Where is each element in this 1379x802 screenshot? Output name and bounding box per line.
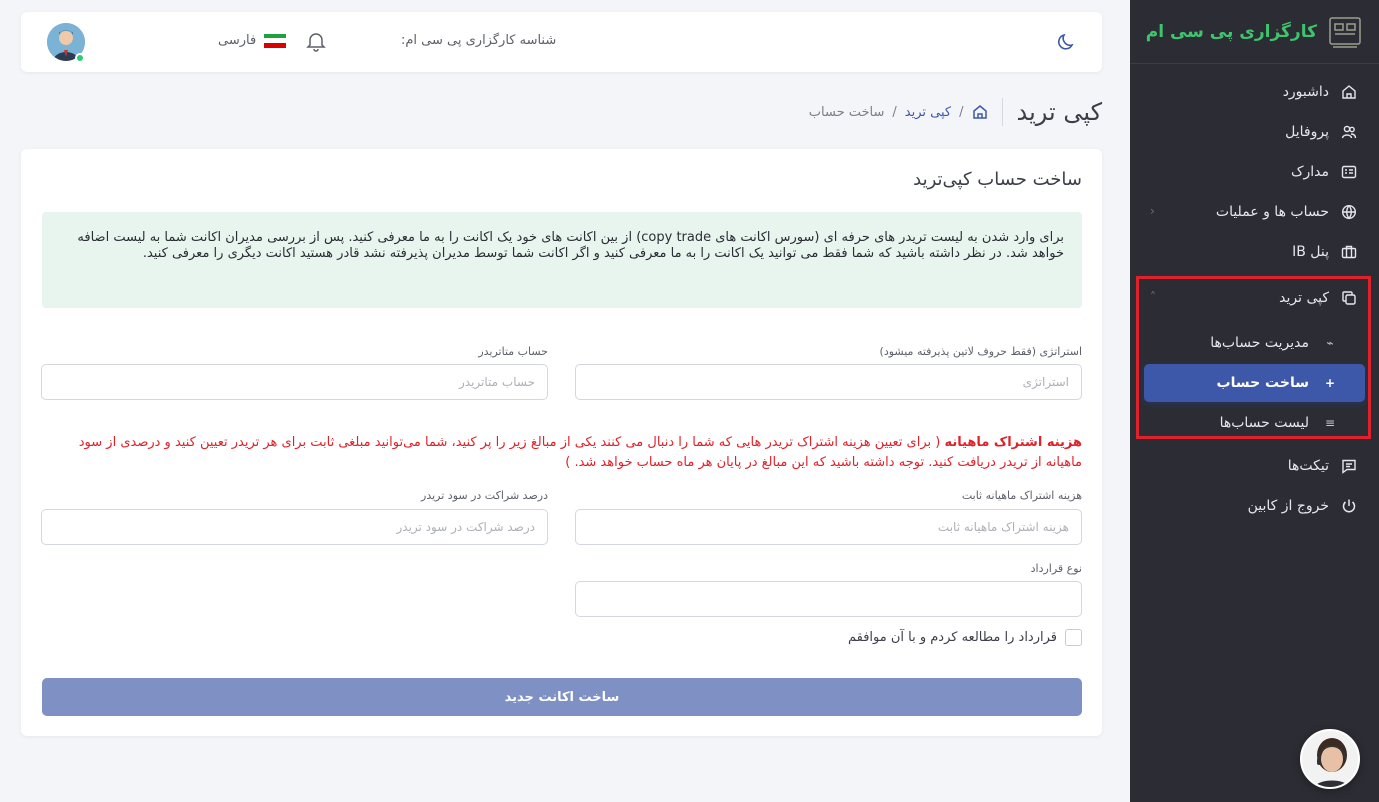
home-icon[interactable] xyxy=(972,104,988,120)
card-title: ساخت حساب کپی‌ترید xyxy=(913,169,1082,190)
sidebar-item-label: مدارک xyxy=(1290,164,1329,180)
fixed-fee-label: هزینه اشتراک ماهیانه ثابت xyxy=(961,489,1082,502)
breadcrumb-copy-trade[interactable]: کپی ترید xyxy=(904,104,952,120)
iran-flag-icon xyxy=(264,34,286,48)
profit-share-label: درصد شراکت در سود تریدر xyxy=(421,489,548,502)
fee-note-text: ( برای تعیین هزینه اشتراک تریدر هایی که شما را دنبال می کنند یکی از مبالغ زیر را پر کنید، شما می‌توانید مبلغی ثابت برای هر تریدر تعیین کنید و درصدی از سود ماهیانه از تریدر دریافت کنید. توجه داشته باشید که این مبالغ در پایان هر ماه حساب خواهد شد. ) xyxy=(78,435,1082,470)
chevron-up-icon: ˄ xyxy=(1150,290,1156,304)
profit-share-input[interactable] xyxy=(41,509,548,545)
sidebar-item-ib-panel[interactable] xyxy=(1130,232,1379,272)
brand-name: کارگزاری پی سی ام xyxy=(1145,21,1317,42)
sidebar-item-dashboard[interactable] xyxy=(1130,72,1379,112)
strategy-label: استراتژی (فقط حروف لاتین پذیرفته میشود) xyxy=(879,345,1082,358)
sidebar-item-label: حساب ها و عملیات xyxy=(1215,204,1329,220)
plus-icon: + xyxy=(1324,376,1336,390)
sidebar-subitem-create-account[interactable] xyxy=(1144,364,1365,402)
online-status-dot xyxy=(75,53,85,63)
logo-icon xyxy=(1327,14,1363,50)
chevron-left-icon: ‹ xyxy=(1150,204,1155,218)
contract-type-label: نوع قرارداد xyxy=(1030,562,1082,575)
copy-icon xyxy=(1339,288,1359,308)
agree-row[interactable] xyxy=(848,629,1082,646)
breadcrumb xyxy=(809,104,988,120)
sidebar-subitem-label: ساخت حساب xyxy=(1216,375,1309,391)
agree-label: قرارداد را مطالعه کردم و با آن موافقم xyxy=(847,630,1057,645)
document-list-icon xyxy=(1339,162,1359,182)
home-icon xyxy=(1339,82,1359,102)
breadcrumb-separator: / xyxy=(892,104,897,120)
users-icon xyxy=(1339,122,1359,142)
moon-icon[interactable] xyxy=(1057,32,1077,52)
sidebar-item-label: تیکت‌ها xyxy=(1287,458,1329,474)
page-title: کپی ترید xyxy=(1016,98,1102,126)
breadcrumb-current: ساخت حساب xyxy=(808,104,885,120)
message-icon xyxy=(1339,456,1359,476)
sidebar-subitem-label: لیست حساب‌ها xyxy=(1219,415,1309,431)
activity-icon: ⌁ xyxy=(1326,336,1334,350)
brand[interactable] xyxy=(1130,0,1379,64)
sidebar-item-tickets[interactable] xyxy=(1130,446,1379,486)
sidebar-item-profile[interactable] xyxy=(1130,112,1379,152)
sidebar-subitem-account-list[interactable] xyxy=(1144,404,1365,442)
sidebar-item-copy-trade[interactable] xyxy=(1130,278,1379,318)
sidebar-item-accounts[interactable] xyxy=(1130,192,1379,232)
sidebar-item-label: پروفایل xyxy=(1285,124,1329,140)
header-divider xyxy=(1002,98,1003,126)
create-account-button[interactable]: ساخت اکانت جدید xyxy=(42,678,1082,716)
language-label: فارسی xyxy=(218,33,257,48)
create-account-card xyxy=(21,149,1102,736)
briefcase-icon xyxy=(1339,242,1359,262)
globe-icon xyxy=(1339,202,1359,222)
breadcrumb-separator: / xyxy=(959,104,964,120)
top-bar xyxy=(21,12,1102,72)
metatrader-input[interactable] xyxy=(41,364,548,400)
sidebar-item-documents[interactable] xyxy=(1130,152,1379,192)
language-switcher[interactable] xyxy=(218,33,286,48)
info-alert: برای وارد شدن به لیست تریدر های حرفه ای (سورس اکانت های copy trade) از بین اکانت های خود یک اکانت را به ما معرفی کنید. پس از بررسی مدیران اکانت شما به لیست اضافه خواهد شد. در نظر داشته باشید که شما فقط می توانید یک اکانت را به ما معرفی کنید و اگر اکانت شما توسط مدیران پذیرفته نشد قادر هستید اکانت دیگری را معرفی کنید. xyxy=(42,212,1082,308)
sidebar-menu xyxy=(1130,64,1379,526)
fixed-fee-input[interactable] xyxy=(575,509,1082,545)
sidebar-subitem-manage-accounts[interactable] xyxy=(1144,324,1365,362)
bell-icon[interactable] xyxy=(305,30,327,52)
sidebar-item-label: داشبورد xyxy=(1282,84,1329,100)
support-chat-button[interactable] xyxy=(1300,729,1360,789)
page-header xyxy=(809,98,1102,126)
sidebar-item-logout[interactable] xyxy=(1130,486,1379,526)
sidebar xyxy=(1130,0,1379,802)
metatrader-label: حساب متاتریدر xyxy=(478,345,548,358)
sidebar-subitem-label: مدیریت حساب‌ها xyxy=(1210,335,1309,351)
strategy-input[interactable] xyxy=(575,364,1082,400)
sidebar-item-label: پنل IB xyxy=(1292,244,1329,260)
broker-id-label: شناسه کارگزاری پی سی ام: xyxy=(401,33,557,48)
sidebar-item-label: خروج از کابین xyxy=(1247,498,1329,514)
power-icon xyxy=(1339,496,1359,516)
contract-type-select[interactable] xyxy=(575,581,1082,617)
list-icon: ≡ xyxy=(1324,416,1336,430)
fee-note-title: هزینه اشتراک ماهیانه xyxy=(944,435,1082,450)
agree-checkbox[interactable] xyxy=(1065,629,1082,646)
fee-note xyxy=(42,433,1082,473)
sidebar-item-label: کپی ترید xyxy=(1279,290,1329,306)
